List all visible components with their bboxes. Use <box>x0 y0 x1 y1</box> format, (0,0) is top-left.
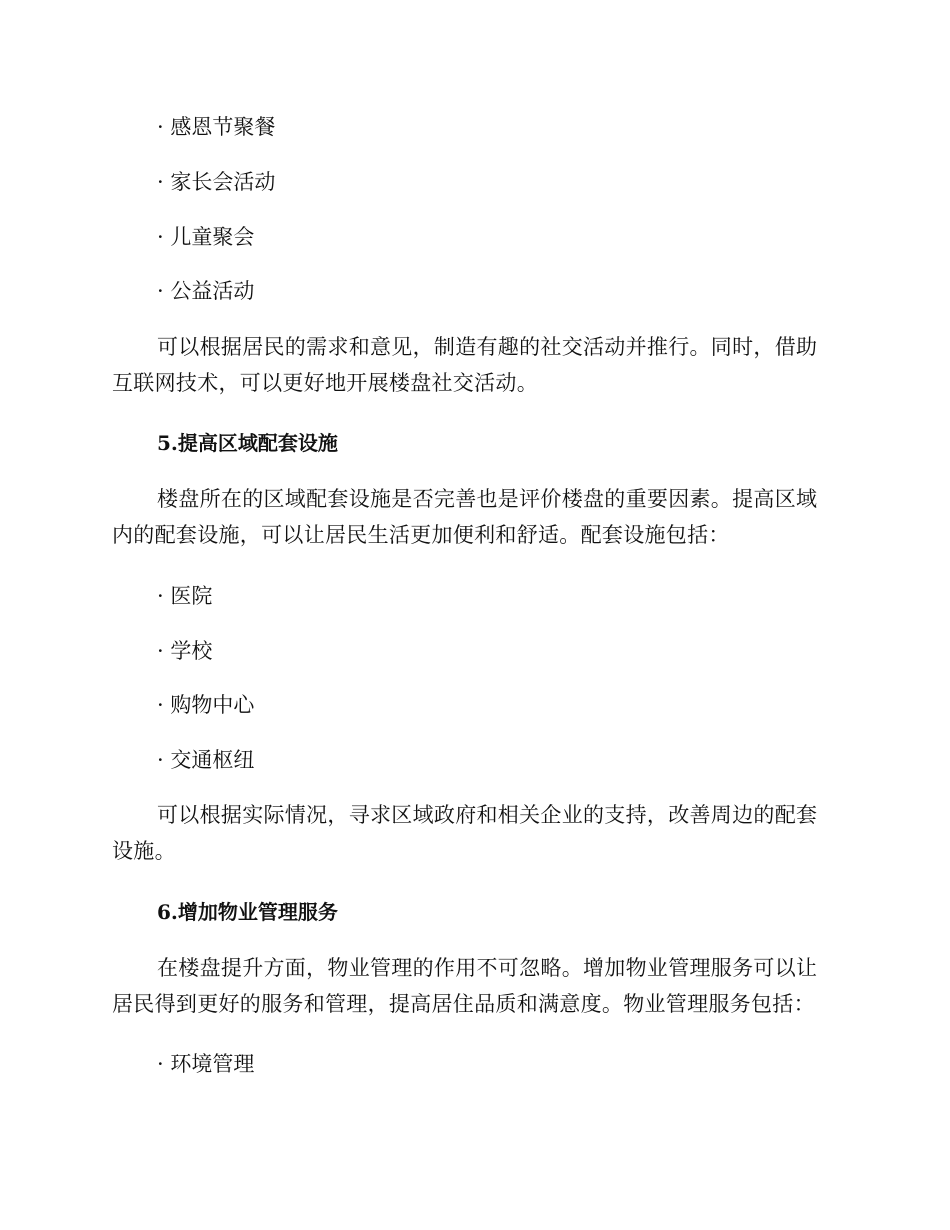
paragraph: 楼盘所在的区域配套设施是否完善也是评价楼盘的重要因素。提高区域内的配套设施，可以让居民生活更加便利和舒适。配套设施包括： <box>112 487 818 547</box>
list-item: · 公益活动 <box>157 279 255 303</box>
list-item: · 交通枢纽 <box>157 748 255 772</box>
list-item: · 环境管理 <box>157 1052 255 1076</box>
list-item: · 医院 <box>157 584 213 608</box>
list-item: · 家长会活动 <box>157 170 276 194</box>
paragraph: 可以根据居民的需求和意见，制造有趣的社交活动并推行。同时，借助互联网技术，可以更好地开展楼盘社交活动。 <box>112 335 818 395</box>
list-item: · 购物中心 <box>157 693 255 717</box>
paragraph: 在楼盘提升方面，物业管理的作用不可忽略。增加物业管理服务可以让居民得到更好的服务和管理，提高居住品质和满意度。物业管理服务包括： <box>112 956 818 1016</box>
list-item: · 感恩节聚餐 <box>157 115 276 139</box>
section-heading: 5.提高区域配套设施 <box>157 431 338 455</box>
list-item: · 学校 <box>157 639 213 663</box>
paragraph: 可以根据实际情况，寻求区域政府和相关企业的支持，改善周边的配套设施。 <box>112 803 818 863</box>
list-item: · 儿童聚会 <box>157 225 255 249</box>
section-heading: 6.增加物业管理服务 <box>157 900 338 924</box>
